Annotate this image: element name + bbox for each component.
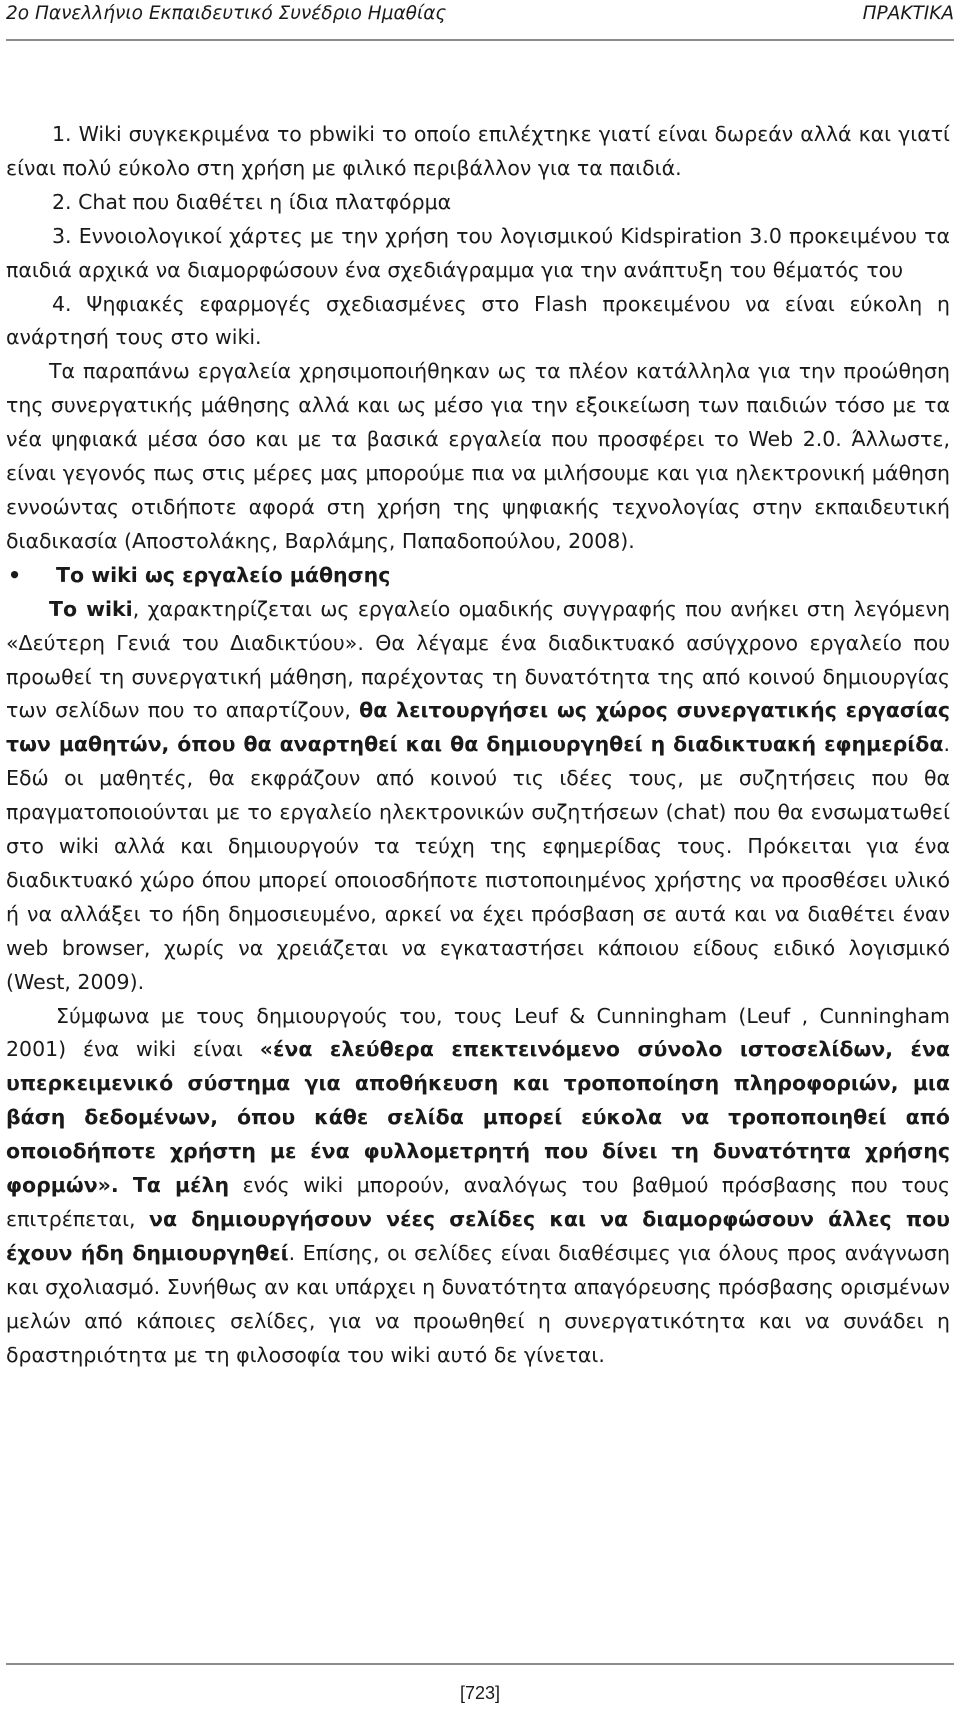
tools-paragraph: Τα παραπάνω εργαλεία χρησιμοποιήθηκαν ως τα πλέον κατάλληλα για την προώθηση της συνεργατικής μάθησης αλλά και ως μέσο για την εξοικείωση των παιδιών τόσο με τα νέα ψηφιακά μέσα όσο και με τα βασικά εργαλεία που προσφέρει το Web 2.0. Άλλωστε, είναι γεγονός πως στις μέρες μας μπορούμε πια να μιλήσουμε και για ηλεκτρονική μάθηση εννοώντας οτιδήποτε αφορά στη χρήση της ψηφιακής τεχνολογίας στην εκπαιδευτική διαδικασία (Αποστολάκης, Βαρλάμης, Παπαδοπούλου, 2008). xyxy=(6,359,950,553)
list-item-1: 1. Wiki συγκεκριμένα το pbwiki το οποίο επιλέχτηκε γιατί είναι δωρεάν αλλά και γιατί είναι πολύ εύκολο στη χρήση με φιλικό περιβάλλον για τα παιδιά. xyxy=(6,122,950,180)
page-number: [723] xyxy=(459,1683,501,1703)
wiki-text-1: , χαρακτηρίζεται ως εργαλείο ομαδικής συγγραφής που ανήκει στη λεγόμενη «Δεύτερη Γενιά του Διαδικτύου». Θα λέγαμε ένα διαδικτυακό ασύγχρονο εργαλείο που προωθεί τη συνεργατική μάθηση, παρέχοντας τη δυνατότητα της από κοινού δημιουργίας των σελίδων που το απαρτίζουν, xyxy=(6,596,950,723)
footer-divider xyxy=(6,1663,954,1665)
leuf-emphasis: να δημιουργήσουν νέες σελίδες και να διαμορφώσουν άλλες που έχουν ήδη δημιουργηθεί xyxy=(6,1207,950,1265)
wiki-term: Το wiki xyxy=(49,596,133,621)
list-item-4: 4. Ψηφιακές εφαρμογές σχεδιασμένες στο Flash προκειμένου να είναι εύκολη η ανάρτησή τους στο wiki. xyxy=(6,291,950,350)
section-heading xyxy=(6,559,950,593)
leuf-text-1: Σύμφωνα με τους δημιουργούς του, τους Leuf & Cunningham (Leuf , Cunningham 2001) ένα wiki είναι xyxy=(6,1003,950,1062)
leuf-text-3: . Επίσης, οι σελίδες είναι διαθέσιμες για όλους προς ανάγνωση και σχολιασμό. Συνήθως αν και υπάρχει η δυνατότητα απαγόρευσης πρόσβασης ορισμένων μελών από κάποιες σελίδες, για να προωθηθεί η συνεργατικότητα και να συνάδει η δραστηριότητα με τη φιλοσοφία του wiki αυτό δε γίνεται. xyxy=(6,1240,950,1367)
page-header xyxy=(6,0,954,34)
wiki-text-2: . Εδώ οι μαθητές, θα εκφράζουν από κοινού τις ιδέες τους, με συζητήσεις που θα πραγματοποιούνται με το εργαλείο ηλεκτρονικών συζητήσεων (chat) που θα ενσωματωθεί στο wiki αλλά και δημιουργούν τα τεύχη της εφημερίδας τους. Πρόκειται για ένα διαδικτυακό χώρο όπου μπορεί οποιοσδήποτε πιστοποιημένος χρήστης να προσθέσει υλικό ή να αλλάξει το ήδη δημοσιευμένο, αρκεί να έχει πρόσβαση σε αυτά και να διαθέτει έναν web browser, χωρίς να χρειάζεται να εγκαταστήσει κάποιου είδους ειδικό λογισμικό (West, 2009). xyxy=(6,732,950,994)
bullet-icon: • xyxy=(8,562,22,587)
wiki-paragraph xyxy=(6,593,950,1000)
conference-title: 2ο Πανελλήνιο Εκπαιδευτικό Συνέδριο Ημαθίας xyxy=(6,3,447,24)
wiki-emphasis: θα λειτουργήσει ως χώρος συνεργατικής εργασίας των μαθητών, όπου θα αναρτηθεί και θα δημιουργηθεί η διαδικτυακή εφημερίδα xyxy=(6,698,951,757)
list-item-3: 3. Εννοιολογικοί χάρτες με την χρήση του λογισμικού Kidspiration 3.0 προκειμένου τα παιδιά αρχικά να διαμορφώσουν ένα σχεδιάγραμμα για την ανάπτυξη του θέματός του xyxy=(6,223,950,282)
document-body xyxy=(6,118,950,1373)
section-heading-text: Το wiki ως εργαλείο μάθησης xyxy=(56,562,391,587)
section-label: ΠΡΑΚΤΙΚΑ xyxy=(862,3,954,24)
list-item-2: 2. Chat που διαθέτει η ίδια πλατφόρμα xyxy=(52,189,452,214)
header-divider xyxy=(6,39,954,41)
leuf-quote: «ένα ελεύθερα επεκτεινόμενο σύνολο ιστοσελίδων, ένα υπερκειμενικό σύστημα για αποθήκευση και τροποποίηση πληροφοριών, μια βάση δεδομένων, όπου κάθε σελίδα μπορεί εύκολα να τροποποιηθεί από οποιοδήποτε χρήστη με ένα φυλλομετρητή που δίνει τη δυνατότητα χρήσης φορμών». Τα μέλη xyxy=(6,1037,951,1198)
leuf-text-2: ενός wiki μπορούν, αναλόγως του βαθμού πρόσβασης που τους επιτρέπεται, xyxy=(6,1173,950,1231)
leuf-paragraph xyxy=(6,1000,950,1373)
